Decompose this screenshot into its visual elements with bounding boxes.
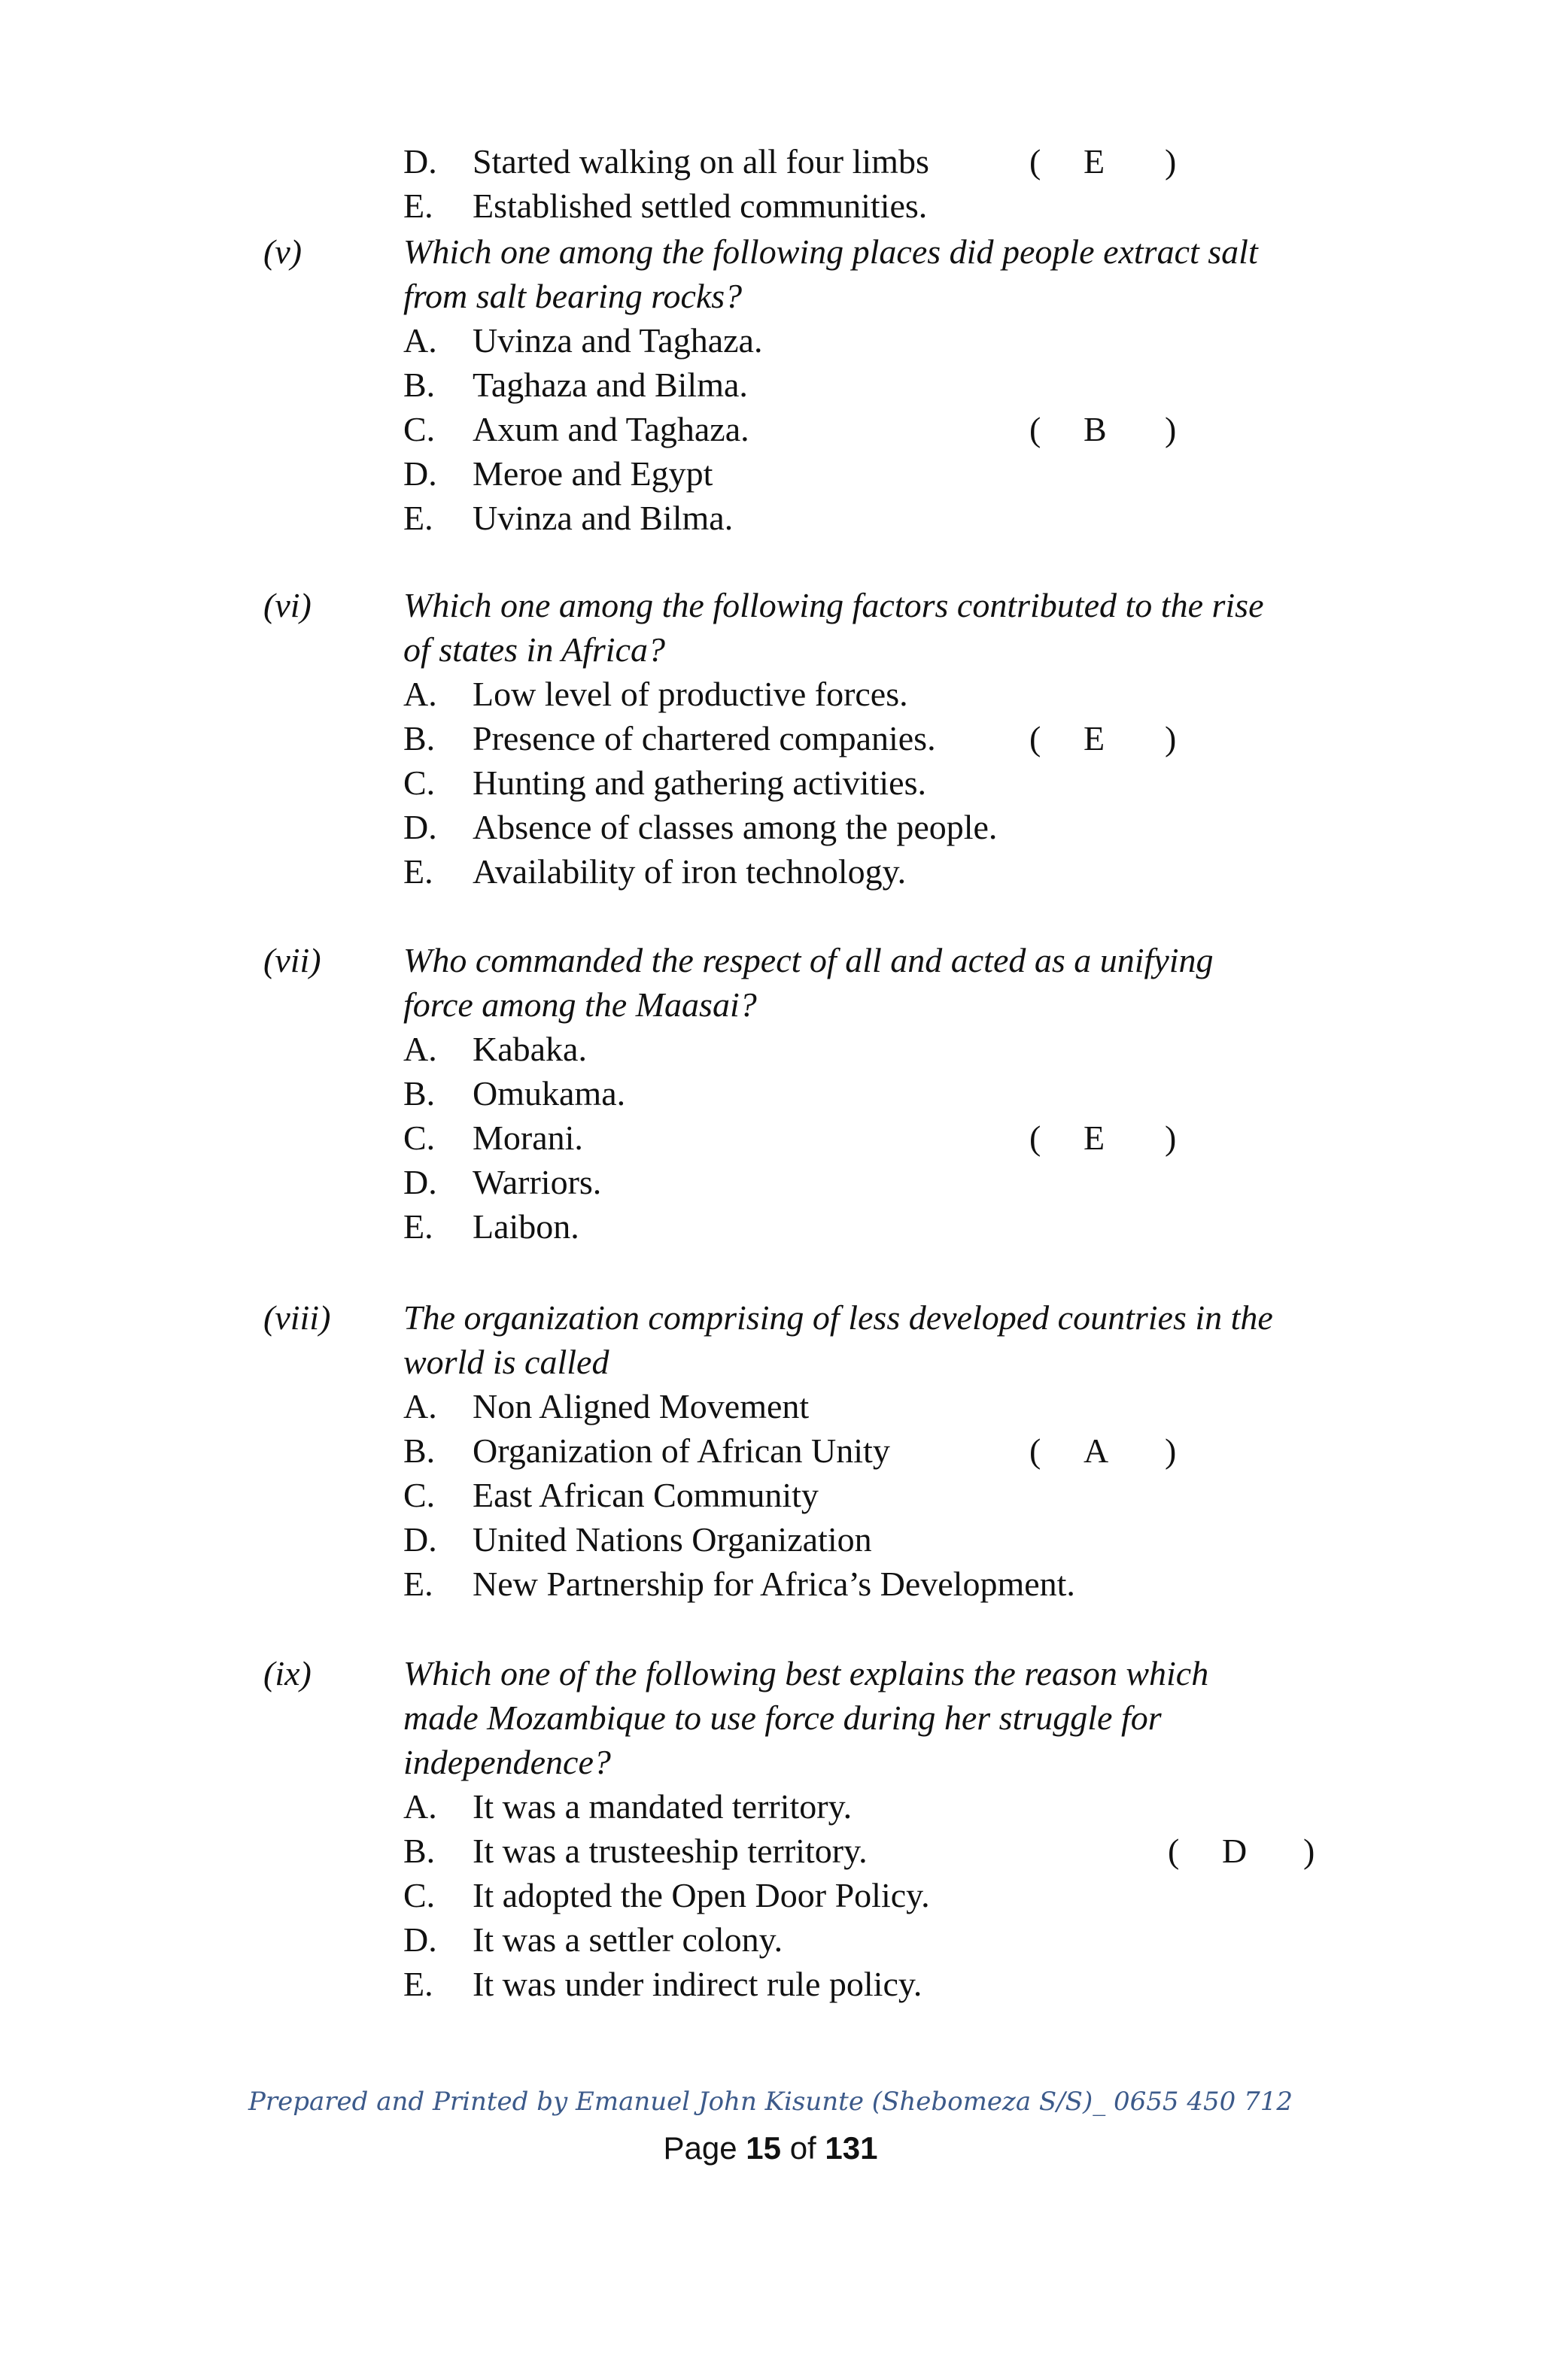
option-text: Meroe and Egypt — [473, 454, 713, 493]
question-text: made Mozambique to use force during her struggle for — [403, 1698, 1162, 1737]
answer-letter: D — [1222, 1832, 1248, 1870]
question-text: from salt bearing rocks? — [403, 277, 743, 315]
page-of: of — [789, 2130, 816, 2166]
page-total: 131 — [825, 2130, 878, 2166]
option-text: Laibon. — [473, 1207, 579, 1246]
option-letter: E. — [403, 499, 433, 537]
answer-open-paren: ( — [1029, 1431, 1041, 1470]
option-letter: A. — [403, 1387, 437, 1425]
answer-close-paren: ) — [1303, 1832, 1315, 1870]
option-text: Kabaka. — [473, 1030, 587, 1068]
option-letter: D. — [403, 808, 437, 846]
answer-open-paren: ( — [1029, 410, 1041, 448]
option-text: Availability of iron technology. — [473, 852, 907, 891]
option-letter: B. — [403, 1431, 436, 1470]
option-text: New Partnership for Africa’s Development. — [473, 1565, 1075, 1603]
option-text: United Nations Organization — [473, 1520, 872, 1559]
option-text: It was under indirect rule policy. — [473, 1965, 922, 2003]
option-text: Morani. — [473, 1119, 583, 1157]
option-text: Presence of chartered companies. — [473, 719, 936, 757]
question-number: (v) — [263, 232, 302, 271]
question-number: (ix) — [263, 1654, 312, 1692]
question-text: Who commanded the respect of all and acted as a unifying — [403, 941, 1214, 979]
option-text: Axum and Taghaza. — [473, 410, 749, 448]
answer-letter: B — [1084, 410, 1107, 448]
answer-open-paren: ( — [1029, 142, 1041, 181]
answer-close-paren: ) — [1165, 1119, 1177, 1157]
option-letter: A. — [403, 1787, 437, 1826]
question-number: (vii) — [263, 941, 321, 979]
answer-letter: E — [1084, 1119, 1105, 1157]
option-letter: E. — [403, 187, 433, 225]
option-text: It adopted the Open Door Policy. — [473, 1876, 930, 1914]
answer-close-paren: ) — [1165, 142, 1177, 181]
option-letter: D. — [403, 142, 437, 181]
option-text: Non Aligned Movement — [473, 1387, 810, 1425]
question-text: Which one among the following factors contributed to the rise — [403, 586, 1264, 624]
question-text: Which one of the following best explains the reason which — [403, 1654, 1209, 1692]
option-letter: E. — [403, 1965, 433, 2003]
option-letter: B. — [403, 1832, 436, 1870]
question-number: (viii) — [263, 1298, 331, 1337]
option-letter: B. — [403, 719, 436, 757]
option-text: Uvinza and Taghaza. — [473, 321, 763, 360]
option-letter: D. — [403, 1520, 437, 1559]
option-text: East African Community — [473, 1476, 819, 1514]
option-letter: C. — [403, 763, 436, 802]
option-text: Low level of productive forces. — [473, 675, 908, 713]
option-letter: E. — [403, 1207, 433, 1246]
option-letter: C. — [403, 410, 436, 448]
option-letter: A. — [403, 321, 437, 360]
option-text: Absence of classes among the people. — [473, 808, 998, 846]
answer-letter: A — [1084, 1431, 1109, 1470]
option-letter: B. — [403, 1074, 436, 1113]
page-word: Page — [663, 2130, 737, 2166]
option-text: Organization of African Unity — [473, 1431, 890, 1470]
option-letter: C. — [403, 1876, 436, 1914]
option-text: Established settled communities. — [473, 187, 928, 225]
question-text: of states in Africa? — [403, 630, 665, 669]
option-text: Warriors. — [473, 1163, 602, 1201]
option-text: Uvinza and Bilma. — [473, 499, 734, 537]
answer-letter: E — [1084, 719, 1105, 757]
answer-open-paren: ( — [1029, 1119, 1041, 1157]
option-text: It was a settler colony. — [473, 1920, 783, 1959]
option-letter: E. — [403, 852, 433, 891]
option-letter: D. — [403, 1163, 437, 1201]
page-number — [0, 2130, 1541, 2166]
option-letter: A. — [403, 675, 437, 713]
question-text: force among the Maasai? — [403, 985, 757, 1024]
option-letter: B. — [403, 366, 436, 404]
option-text: Taghaza and Bilma. — [473, 366, 748, 404]
answer-letter: E — [1084, 142, 1105, 181]
option-letter: D. — [403, 1920, 437, 1959]
answer-close-paren: ) — [1165, 1431, 1177, 1470]
option-text: Started walking on all four limbs — [473, 142, 929, 181]
answer-close-paren: ) — [1165, 719, 1177, 757]
option-text: It was a mandated territory. — [473, 1787, 853, 1826]
option-letter: E. — [403, 1565, 433, 1603]
option-letter: C. — [403, 1476, 436, 1514]
answer-open-paren: ( — [1168, 1832, 1180, 1870]
footer-credit: Prepared and Printed by Emanuel John Kisunte (Shebomeza S/S)_ 0655 450 712 — [248, 2087, 1293, 2117]
option-letter: D. — [403, 454, 437, 493]
option-letter: C. — [403, 1119, 436, 1157]
question-text: Which one among the following places did people extract salt — [403, 232, 1258, 271]
option-text: It was a trusteeship territory. — [473, 1832, 868, 1870]
question-text: independence? — [403, 1743, 611, 1781]
question-text: world is called — [403, 1343, 609, 1381]
page-current: 15 — [746, 2130, 782, 2166]
answer-close-paren: ) — [1165, 410, 1177, 448]
question-number: (vi) — [263, 586, 312, 624]
answer-open-paren: ( — [1029, 719, 1041, 757]
question-text: The organization comprising of less developed countries in the — [403, 1298, 1273, 1337]
option-text: Hunting and gathering activities. — [473, 763, 926, 802]
option-text: Omukama. — [473, 1074, 626, 1113]
option-letter: A. — [403, 1030, 437, 1068]
